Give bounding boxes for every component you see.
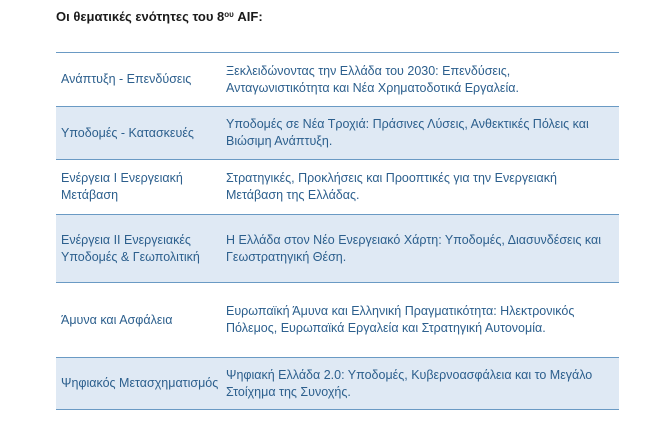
topic-description: Ψηφιακή Ελλάδα 2.0: Υποδομές, Κυβερνοασφάλεια και το Μεγάλο Στοίχημα της Συνοχής.	[226, 367, 593, 399]
topic-category: Ενέργεια ΙΙ Ενεργειακές Υποδομές & Γεωπολιτική	[61, 232, 200, 264]
topics-table	[56, 52, 619, 410]
page-title	[56, 9, 263, 24]
topic-category: Άμυνα και Ασφάλεια	[61, 312, 173, 327]
topic-description: Στρατηγικές, Προκλήσεις και Προοπτικές για την Ενεργειακή Μετάβαση της Ελλάδας.	[226, 171, 557, 202]
topic-category: Υποδομές - Κατασκευές	[61, 125, 194, 140]
table-row	[56, 160, 619, 215]
title-suffix: AIF:	[233, 9, 263, 24]
topic-category: Ενέργεια Ι Ενεργειακή Μετάβαση	[61, 171, 183, 202]
topic-description: Ξεκλειδώνοντας την Ελλάδα του 2030: Επενδύσεις, Ανταγωνιστικότητα και Νέα Χρηματοδοτικά Εργαλεία.	[226, 63, 519, 95]
table-row	[56, 107, 619, 160]
topic-description: Ευρωπαϊκή Άμυνα και Ελληνική Πραγματικότητα: Ηλεκτρονικός Πόλεμος, Ευρωπαϊκά Εργαλεία και Στρατηγική Αυτονομία.	[226, 304, 575, 335]
topic-description: Η Ελλάδα στον Νέο Ενεργειακό Χάρτη: Υποδομές, Διασυνδέσεις και Γεωστρατηγική Θέση.	[226, 232, 601, 264]
title-prefix: Οι θεματικές ενότητες του 8	[56, 9, 225, 24]
title-ordinal-superscript: ου	[224, 10, 234, 19]
table-row	[56, 53, 619, 107]
topic-description: Υποδομές σε Νέα Τροχιά: Πράσινες Λύσεις, Ανθεκτικές Πόλεις και Βιώσιμη Ανάπτυξη.	[226, 117, 589, 148]
table-row	[56, 358, 619, 410]
table-row	[56, 215, 619, 283]
topic-category: Ψηφιακός Μετασχηματισμός	[61, 376, 219, 390]
topic-category: Ανάπτυξη - Επενδύσεις	[61, 72, 192, 86]
table-row	[56, 283, 619, 358]
